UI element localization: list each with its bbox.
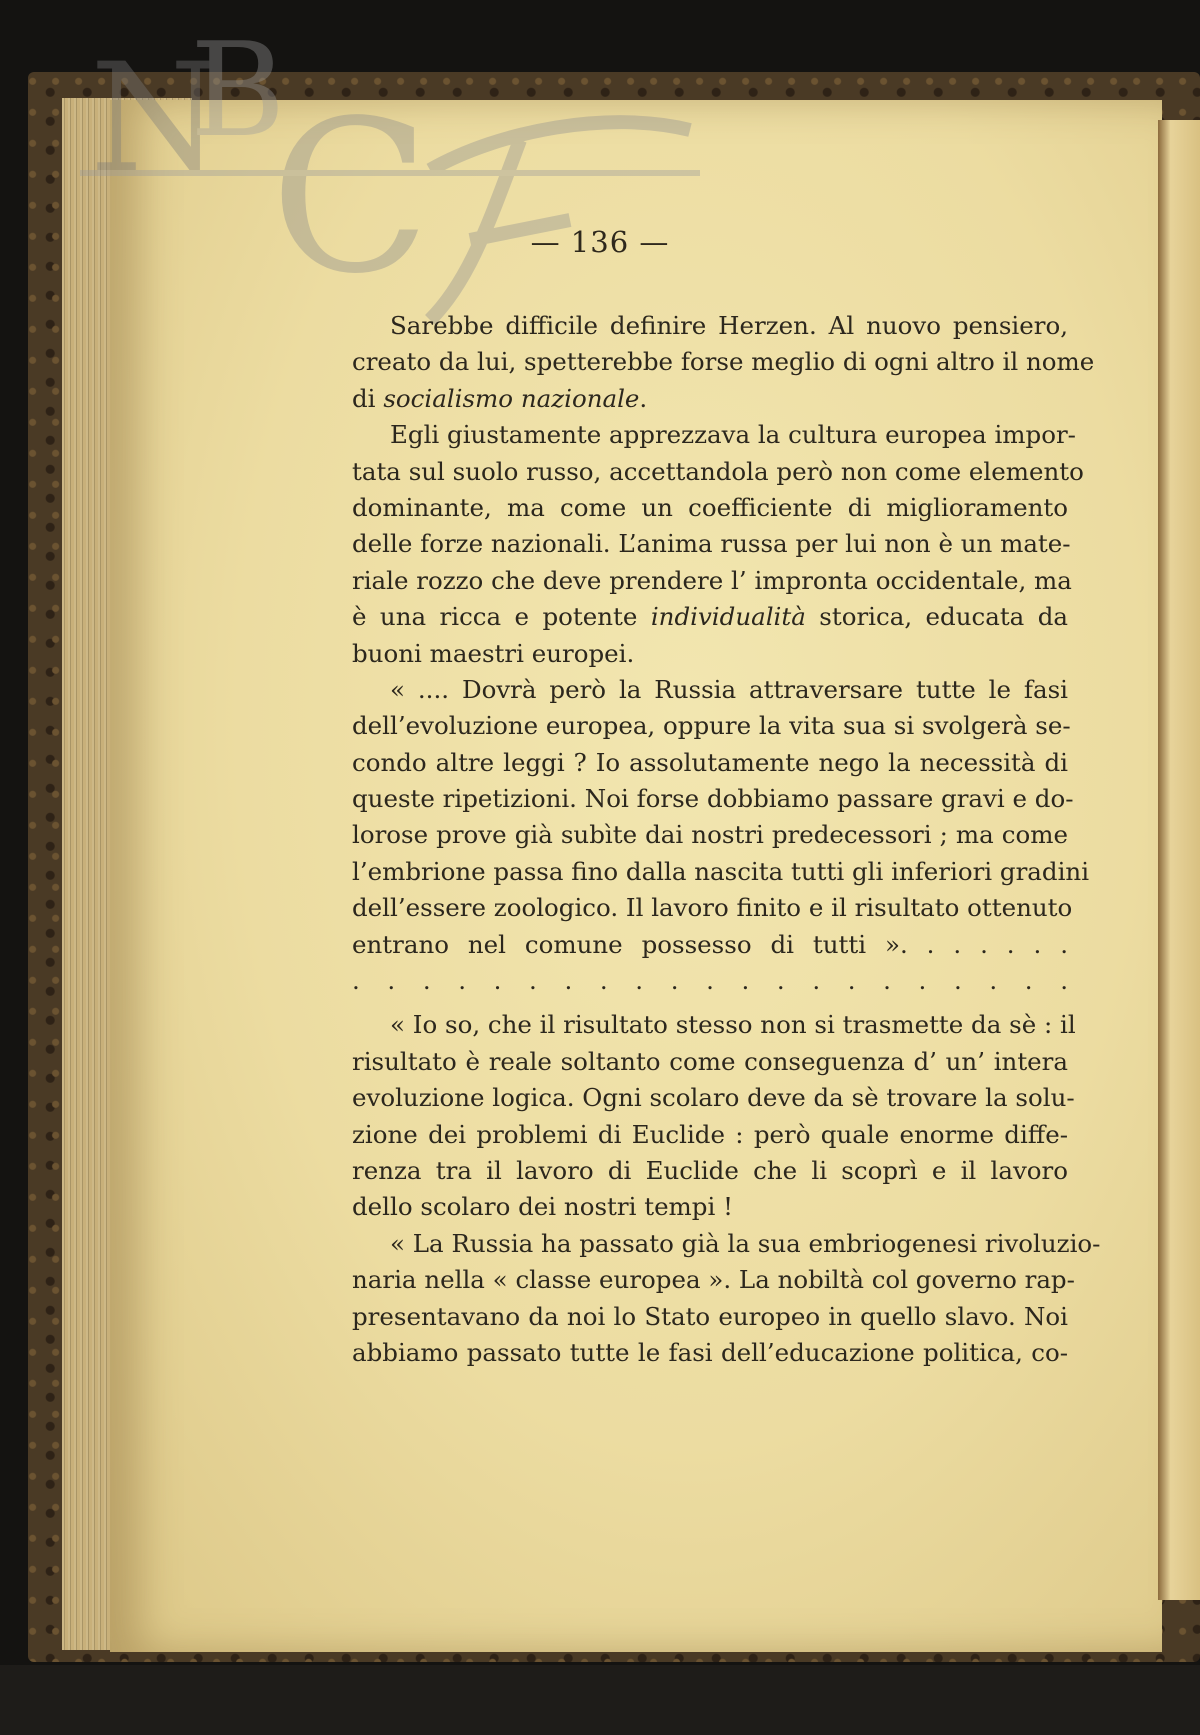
body-text bbox=[352, 308, 1101, 1371]
text-line: creato da lui, spetterebbe forse meglio di ogni altro il nome bbox=[352, 347, 1095, 377]
text-line: dell’evoluzione europea, oppure la vita sua si svolgerà se- bbox=[352, 711, 1071, 741]
text-line: queste ripetizioni. Noi forse dobbiamo passare gravi e do- bbox=[352, 784, 1074, 814]
text-line: Egli giustamente apprezzava la cultura europea impor- bbox=[390, 420, 1076, 450]
text-line: renza tra il lavoro di Euclide che li scoprì e il lavoro bbox=[352, 1155, 1068, 1185]
svg-text:B: B bbox=[190, 20, 286, 166]
text-line: di socialismo nazionale. bbox=[352, 383, 648, 413]
page-number: — 136 — bbox=[530, 225, 670, 259]
text-line: abbiamo passato tutte le fasi dell’educazione politica, co- bbox=[352, 1337, 1068, 1367]
right-page-edge bbox=[1158, 120, 1200, 1600]
bncf-watermark-logo bbox=[50, 20, 730, 340]
text-line: risultato è reale soltanto come conseguenza d’ un’ intera bbox=[352, 1046, 1068, 1076]
table-surface bbox=[0, 1665, 1200, 1735]
text-line: « Io so, che il risultato stesso non si trasmette da sè : il bbox=[390, 1010, 1076, 1040]
text-line: dello scolaro dei nostri tempi ! bbox=[352, 1192, 733, 1222]
text-line: . . . . . . . . . . . . . . . . . . . . . bbox=[352, 966, 1068, 996]
text-line: naria nella « classe europea ». La nobiltà col governo rap- bbox=[352, 1265, 1075, 1295]
text-line: è una ricca e potente individualità storica, educata da bbox=[352, 602, 1068, 632]
text-line: lorose prove già subìte dai nostri predecessori ; ma come bbox=[352, 820, 1068, 850]
text-line: dell’essere zoologico. Il lavoro finito e il risultato ottenuto bbox=[352, 893, 1073, 923]
text-line: presentavano da noi lo Stato europeo in quello slavo. Noi bbox=[352, 1301, 1068, 1331]
svg-text:C: C bbox=[270, 75, 431, 320]
svg-text:N: N bbox=[90, 32, 222, 206]
text-line: zione dei problemi di Euclide : però quale enorme diffe- bbox=[352, 1119, 1068, 1149]
text-line: entrano nel comune possesso di tutti ». . . . . . . bbox=[352, 929, 1068, 959]
text-line: evoluzione logica. Ogni scolaro deve da sè trovare la solu- bbox=[352, 1083, 1075, 1113]
text-line: dominante, ma come un coefficiente di miglioramento bbox=[352, 492, 1068, 522]
text-line: Sarebbe difficile definire Herzen. Al nuovo pensiero, bbox=[390, 311, 1068, 340]
text-line: condo altre leggi ? Io assolutamente nego la necessità di bbox=[352, 747, 1068, 777]
text-line: l’embrione passa fino dalla nascita tutti gli inferiori gradini bbox=[352, 856, 1090, 886]
text-line: delle forze nazionali. L’anima russa per lui non è un mate- bbox=[352, 529, 1071, 559]
text-line: « La Russia ha passato già la sua embriogenesi rivoluzio- bbox=[390, 1228, 1101, 1258]
text-line: tata sul suolo russo, accettandola però non come elemento bbox=[352, 456, 1084, 486]
paragraph-gap bbox=[352, 999, 1068, 1007]
text-line: « .... Dovrà però la Russia attraversare tutte le fasi bbox=[390, 674, 1068, 704]
text-line: buoni maestri europei. bbox=[352, 638, 635, 668]
text-line: riale rozzo che deve prendere l’ impronta occidentale, ma bbox=[352, 565, 1072, 595]
